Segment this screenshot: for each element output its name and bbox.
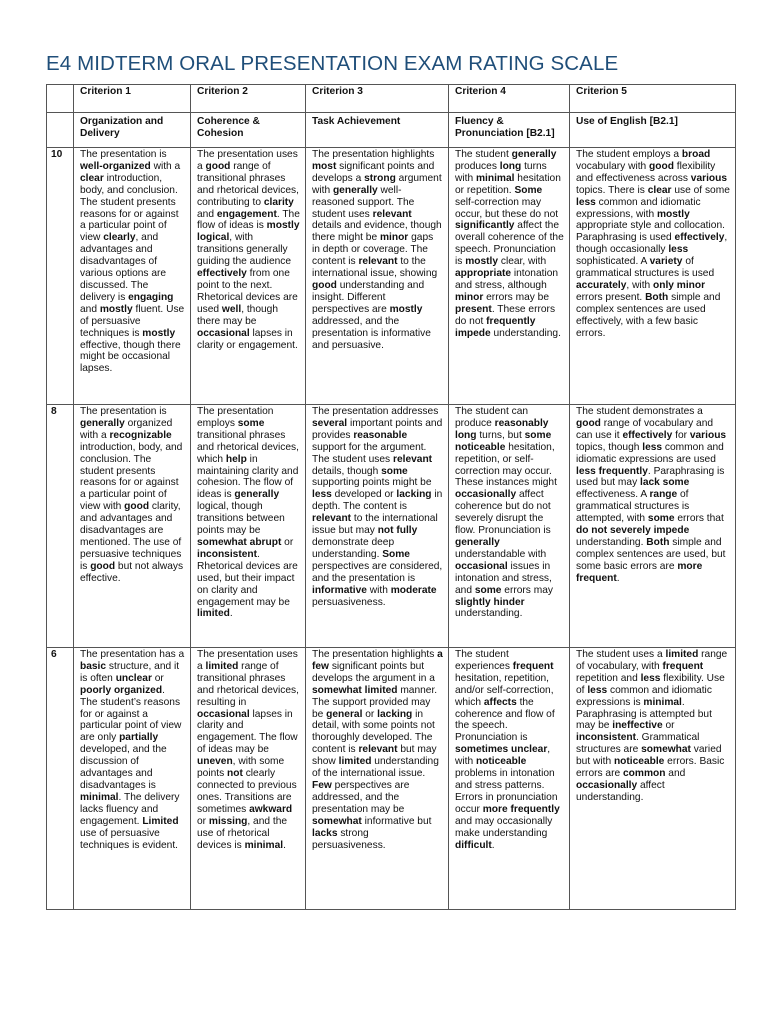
- emphasis: only minor: [653, 279, 706, 291]
- emphasis: Some: [382, 548, 410, 560]
- emphasis: somewhat limited: [312, 684, 398, 696]
- criterion-3-name: Task Achievement: [306, 113, 449, 148]
- emphasis: variety: [649, 256, 683, 268]
- emphasis: less: [312, 489, 332, 501]
- criterion-number-row: [47, 85, 736, 113]
- emphasis: engagement: [216, 208, 277, 220]
- emphasis: partially: [119, 732, 159, 744]
- emphasis: generally: [234, 489, 280, 501]
- descriptor-cell-criterion-4: The student experiences frequent hesitation, repetition, and/or self-correction, which affects the coherence and flow of the speech. Pronunciation is sometimes unclear, with noticeable problems in intonation and stress patterns. Errors in pronunciation occur more frequently and may occasionally make understanding difficult.: [449, 648, 570, 910]
- emphasis: less: [642, 441, 663, 453]
- descriptor-cell-criterion-4: The student can produce reasonably long turns, but some noticeable hesitation, repetition, or self-correction may occur. These instances might occasionally affect coherence but do not severely disrupt the flow. Pronunciation is generally understandable with occasional issues in intonation and stress, and some errors may slightly hinder understanding.: [449, 405, 570, 648]
- emphasis: minor: [379, 232, 409, 244]
- emphasis: most: [312, 160, 337, 172]
- descriptor-cell-criterion-1: The presentation has a basic structure, and it is often unclear or poorly organized. The student’s reasons for or against a particular point of view are only partially developed, and the discussion of advantages and disadvantages is minimal. The delivery lacks fluency and engagement. Limited use of persuasive techniques is evident.: [74, 648, 191, 910]
- emphasis: sometimes unclear: [455, 744, 548, 756]
- descriptor-cell-criterion-5: The student demonstrates a good range of vocabulary and can use it effectively for various topics, though less common and idiomatic expressions are used less frequently. Paraphrasing is used but may lack some effectiveness. A range of grammatical structures is attempted, with some errors that do not severely impede understanding. Both simple and complex sentences are used, but some basic errors are more frequent.: [570, 405, 736, 648]
- emphasis: Both: [645, 291, 669, 303]
- emphasis: Limited: [142, 815, 179, 827]
- emphasis: common: [623, 768, 666, 780]
- emphasis: ineffective: [612, 720, 663, 732]
- emphasis: Some: [514, 184, 543, 196]
- criterion-1-name: Organization and Delivery: [74, 113, 191, 148]
- emphasis: relevant: [392, 453, 433, 465]
- emphasis: minimal: [475, 172, 515, 184]
- emphasis: relevant: [372, 208, 412, 220]
- emphasis: good: [649, 160, 674, 172]
- emphasis: frequent: [662, 660, 704, 672]
- emphasis: help: [225, 453, 247, 465]
- emphasis: effectively: [197, 268, 247, 280]
- criterion-name-row: [47, 113, 736, 148]
- emphasis: strong: [364, 172, 396, 184]
- emphasis: basic: [80, 660, 107, 672]
- emphasis: lacking: [377, 708, 413, 720]
- emphasis: some: [474, 584, 502, 596]
- emphasis: less: [640, 672, 661, 684]
- criterion-4-name: Fluency & Pronunciation [B2.1]: [449, 113, 570, 148]
- emphasis: lacks: [312, 827, 338, 839]
- emphasis: occasional: [197, 708, 250, 720]
- corner-cell: [47, 85, 74, 113]
- emphasis: uneven: [197, 756, 233, 768]
- emphasis: reasonable: [353, 429, 408, 441]
- emphasis: good: [205, 160, 231, 172]
- emphasis: effectively: [622, 429, 673, 441]
- emphasis: poorly organized: [80, 684, 163, 696]
- emphasis: minor: [455, 291, 484, 303]
- score-row-8: [47, 405, 736, 648]
- emphasis: effectively: [674, 232, 725, 244]
- emphasis: present: [455, 303, 492, 315]
- emphasis: do not severely impede: [576, 525, 690, 537]
- emphasis: some: [237, 417, 265, 429]
- emphasis: minimal: [80, 791, 119, 803]
- descriptor-cell-criterion-5: The student employs a broad vocabulary with good flexibility and effectiveness across various topics. There is clear use of some less common and idiomatic expressions, with mostly appropriate style and collocation. Paraphrasing is used effectively, though occasionally less sophisticated. A variety of grammatical structures is used accurately, with only minor errors present. Both simple and complex sentences are used effectively, with a few basic errors.: [570, 148, 736, 405]
- emphasis: good: [312, 279, 337, 291]
- document-title: E4 MIDTERM ORAL PRESENTATION EXAM RATING SCALE: [46, 52, 619, 75]
- descriptor-cell-criterion-3: The presentation addresses several important points and provides reasonable support for the argument. The student uses relevant details, though some supporting points might be less developed or lacking in depth. The content is relevant to the international issue but may not fully demonstrate deep understanding. Some perspectives are considered, and the presentation is informative with moderate persuasiveness.: [306, 405, 449, 648]
- emphasis: limited: [338, 756, 372, 768]
- descriptor-cell-criterion-1: The presentation is well-organized with a clear introduction, body, and conclusion. The student presents reasons for or against a particular point of view clearly, and advantages and disadvantages of various options are discussed. The delivery is engaging and mostly fluent. Use of persuasive techniques is mostly effective, though there might be occasional lapses.: [74, 148, 191, 405]
- emphasis: occasional: [455, 560, 508, 572]
- emphasis: affects: [483, 696, 517, 708]
- emphasis: clear: [80, 172, 104, 184]
- emphasis: some noticeable: [455, 429, 552, 453]
- emphasis: good: [90, 560, 116, 572]
- emphasis: somewhat abrupt: [197, 536, 282, 548]
- emphasis: somewhat: [312, 815, 362, 827]
- emphasis: Both: [646, 536, 670, 548]
- criterion-5-name: Use of English [B2.1]: [570, 113, 736, 148]
- emphasis: several: [312, 417, 348, 429]
- criterion-4-label: Criterion 4: [449, 85, 570, 113]
- emphasis: lacking: [396, 489, 432, 501]
- descriptor-cell-criterion-5: The student uses a limited range of vocabulary, with frequent repetition and less flexibility. Use of less common and idiomatic expressions is minimal. Paraphrasing is attempted but may be ineffective or inconsistent. Grammatical structures are somewhat varied but with noticeable errors. Basic errors are common and occasionally affect understanding.: [570, 648, 736, 910]
- emphasis: minimal: [643, 696, 682, 708]
- emphasis: some: [381, 465, 408, 477]
- emphasis: more frequently: [482, 803, 560, 815]
- emphasis: moderate: [390, 584, 437, 596]
- emphasis: relevant: [358, 744, 398, 756]
- emphasis: accurately: [576, 279, 627, 291]
- emphasis: inconsistent: [576, 732, 637, 744]
- rating-scale-table: [46, 84, 736, 910]
- emphasis: clear: [647, 184, 672, 196]
- emphasis: relevant: [312, 513, 352, 525]
- emphasis: appropriate: [455, 268, 512, 280]
- emphasis: limited: [665, 649, 699, 660]
- emphasis: general: [326, 708, 363, 720]
- emphasis: broad: [681, 149, 711, 160]
- emphasis: good: [576, 417, 601, 429]
- emphasis: frequently impede: [455, 315, 536, 339]
- emphasis: less: [576, 196, 596, 208]
- emphasis: reasonably long: [455, 417, 549, 441]
- emphasis: lack some: [640, 477, 690, 489]
- emphasis: significantly: [455, 220, 515, 232]
- emphasis: mostly: [389, 303, 423, 315]
- emphasis: unclear: [115, 672, 152, 684]
- emphasis: range: [649, 489, 678, 501]
- descriptor-cell-criterion-3: The presentation highlights most significant points and develops a strong argument with generally well-reasoned support. The student uses relevant details and evidence, though there might be minor gaps in depth or coverage. The content is relevant to the international issue, showing good understanding and insight. Different perspectives are mostly addressed, and the presentation is informative and persuasive.: [306, 148, 449, 405]
- emphasis: not fully: [377, 525, 418, 537]
- criterion-2-name: Coherence & Cohesion: [191, 113, 306, 148]
- emphasis: mostly: [656, 208, 690, 220]
- emphasis: various: [689, 429, 727, 441]
- emphasis: noticeable: [475, 756, 527, 768]
- emphasis: less frequently: [576, 465, 648, 477]
- criterion-1-label: Criterion 1: [74, 85, 191, 113]
- score-row-6: [47, 648, 736, 910]
- descriptor-cell-criterion-4: The student generally produces long turns with minimal hesitation or repetition. Some self-correction may occur, but these do not significantly affect the overall coherence of the speech. Pronunciation is mostly clear, with appropriate intonation and stress, although minor errors may be present. These errors do not frequently impede understanding.: [449, 148, 570, 405]
- descriptor-cell-criterion-2: The presentation uses a limited range of transitional phrases and rhetorical devices, resulting in occasional lapses in clarity and engagement. The flow of ideas may be uneven, with some points not clearly connected to previous ones. Transitions are sometimes awkward or missing, and the use of rhetorical devices is minimal.: [191, 648, 306, 910]
- emphasis: some: [647, 513, 675, 525]
- score-row-10: [47, 148, 736, 405]
- emphasis: mostly logical: [197, 220, 300, 244]
- emphasis: Few: [312, 779, 332, 791]
- criterion-2-label: Criterion 2: [191, 85, 306, 113]
- emphasis: mostly: [142, 327, 176, 339]
- emphasis: generally: [511, 149, 557, 160]
- emphasis: clarity: [263, 196, 294, 208]
- score-value: 10: [47, 148, 74, 405]
- emphasis: generally: [80, 417, 125, 429]
- emphasis: generally: [455, 536, 500, 548]
- emphasis: occasional: [197, 327, 250, 339]
- emphasis: mostly: [99, 303, 133, 315]
- emphasis: somewhat: [641, 744, 691, 756]
- descriptor-cell-criterion-3: The presentation highlights a few significant points but develops the argument in a somewhat limited manner. The support provided may be general or lacking in detail, with some points not thoroughly developed. The content is relevant but may show limited understanding of the international issue. Few perspectives are addressed, and the presentation may be somewhat informative but lacks strong persuasiveness.: [306, 648, 449, 910]
- score-value: 8: [47, 405, 74, 648]
- emphasis: less: [587, 684, 608, 696]
- emphasis: slightly hinder: [455, 596, 525, 608]
- emphasis: long: [499, 160, 522, 172]
- emphasis: noticeable: [613, 756, 665, 768]
- emphasis: well-organized: [80, 160, 151, 172]
- emphasis: generally: [332, 184, 378, 196]
- emphasis: informative: [312, 584, 367, 596]
- emphasis: limited: [205, 660, 239, 672]
- criterion-5-label: Criterion 5: [570, 85, 736, 113]
- descriptor-cell-criterion-1: The presentation is generally organized with a recognizable introduction, body, and conclusion. The student presents reasons for or against a particular point of view with good clarity, and advantages and disadvantages are mentioned. The use of persuasive techniques is good but not always effective.: [74, 405, 191, 648]
- emphasis: mostly: [465, 256, 499, 268]
- emphasis: inconsistent: [197, 548, 258, 560]
- corner-cell: [47, 113, 74, 148]
- emphasis: difficult: [455, 839, 492, 851]
- descriptor-cell-criterion-2: The presentation uses a good range of transitional phrases and rhetorical devices, contributing to clarity and engagement. The flow of ideas is mostly logical, with transitions generally guiding the audience effectively from one point to the next. Rhetorical devices are used well, though there may be occasional lapses in clarity or engagement.: [191, 148, 306, 405]
- emphasis: missing: [208, 815, 248, 827]
- emphasis: good: [124, 501, 150, 513]
- emphasis: occasionally: [455, 489, 517, 501]
- emphasis: various: [690, 172, 728, 184]
- descriptor-cell-criterion-2: The presentation employs some transitional phrases and rhetorical devices, which help in maintaining clarity and cohesion. The flow of ideas is generally logical, though transitions between points may be somewhat abrupt or inconsistent. Rhetorical devices are used, but their impact on clarity and engagement may be limited.: [191, 405, 306, 648]
- emphasis: minimal: [244, 839, 284, 851]
- emphasis: awkward: [249, 803, 293, 815]
- criterion-3-label: Criterion 3: [306, 85, 449, 113]
- score-value: 6: [47, 648, 74, 910]
- emphasis: relevant: [358, 256, 398, 268]
- emphasis: occasionally: [576, 779, 638, 791]
- emphasis: clearly: [103, 232, 136, 244]
- emphasis: less: [668, 244, 689, 256]
- emphasis: engaging: [128, 291, 174, 303]
- emphasis: a few: [312, 649, 443, 672]
- emphasis: not: [227, 768, 243, 780]
- emphasis: well: [221, 303, 242, 315]
- emphasis: recognizable: [109, 429, 172, 441]
- emphasis: frequent: [512, 660, 554, 672]
- emphasis: limited: [197, 608, 230, 620]
- emphasis: more frequent: [576, 560, 703, 584]
